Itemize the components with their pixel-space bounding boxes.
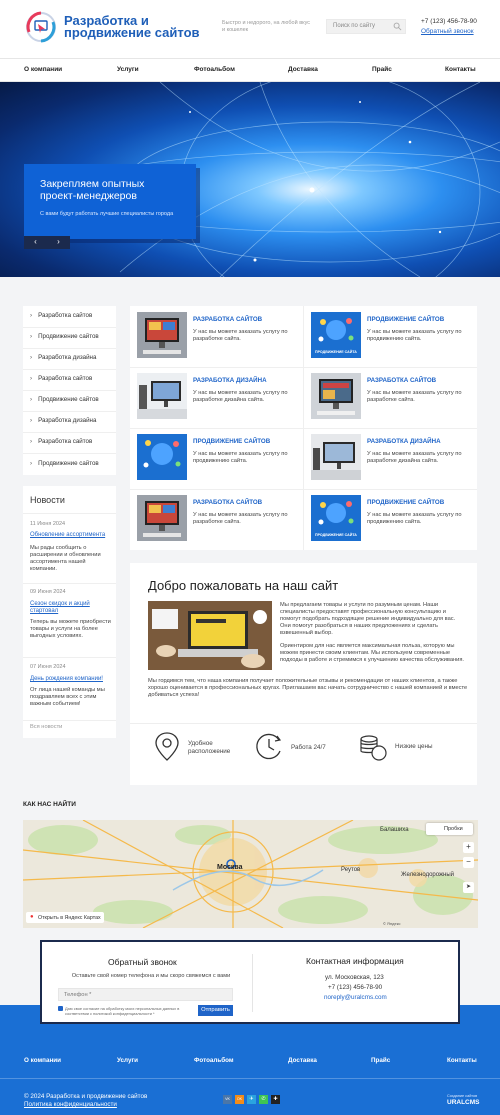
nav-about[interactable]: О компании xyxy=(24,66,63,73)
service-card[interactable] xyxy=(130,428,303,489)
footer-nav-photoalbum[interactable]: Фотоальбом xyxy=(194,1057,234,1064)
site-title[interactable]: Разработка и продвижение сайтов xyxy=(64,13,200,40)
service-card[interactable] xyxy=(304,428,477,489)
service-title[interactable]: ПРОДВИЖЕНИЕ САЙТОВ xyxy=(367,316,445,323)
phone-input[interactable]: Телефон * xyxy=(58,988,233,1001)
feature-label: Низкие цены xyxy=(395,743,433,750)
contact-email[interactable]: noreply@uralcms.com xyxy=(324,994,387,1001)
contact-box xyxy=(40,940,460,1024)
service-title[interactable]: РАЗРАБОТКА ДИЗАЙНА xyxy=(367,438,441,445)
chevron-right-icon: › xyxy=(30,460,33,467)
service-text: У нас вы можете заказать услугу по разработке сайта. xyxy=(193,329,288,342)
hero-title: Закрепляем опытных проект-менеджеров xyxy=(40,178,145,202)
hero-subtitle: С вами будут работать лучшие специалисты города xyxy=(40,211,174,217)
feature-label: Удобное расположение xyxy=(188,740,231,755)
zoom-out-button[interactable]: − xyxy=(463,857,474,868)
header-phone[interactable]: +7 (123) 456-78-90 xyxy=(421,18,477,25)
service-text: У нас вы можете заказать услугу по разработке сайта. xyxy=(193,512,288,525)
open-yandex-maps-button[interactable]: ● Открыть в Яндекс Картах xyxy=(26,912,104,923)
welcome-paragraph: Мы гордимся тем, что наша компания получает положительные отзывы и рекомендации от наших клиентов, а также хорошо оценивается в профессиональных кругах. Приглашаем вас начать сотрудничество с нашей компанией и вместе добиваться успеха! xyxy=(148,678,468,698)
nav-services[interactable]: Услуги xyxy=(117,66,139,73)
service-card[interactable] xyxy=(304,367,477,428)
workspace-image xyxy=(148,601,272,670)
monitor-thumbnail xyxy=(137,312,187,358)
site-header xyxy=(0,0,500,58)
sidebar-item[interactable]: › Разработка сайтов xyxy=(30,312,93,319)
monitor-thumbnail xyxy=(137,495,187,541)
map-pin-icon: ● xyxy=(30,914,34,920)
nav-delivery[interactable]: Доставка xyxy=(288,66,318,73)
footer-nav-contacts[interactable]: Контакты xyxy=(447,1057,477,1064)
geolocation-icon[interactable]: ➤ xyxy=(463,882,474,893)
sidebar-item[interactable]: › Разработка дизайна xyxy=(30,354,97,361)
news-text: Теперь вы можете приобрести товары и услуги на более выгодных условиях. xyxy=(30,619,111,639)
footer-nav-about[interactable]: О компании xyxy=(24,1057,61,1064)
news-block xyxy=(23,486,116,738)
news-date: 11 Июня 2024 xyxy=(30,521,66,527)
service-text: У нас вы можете заказать услугу по продвижению сайта. xyxy=(367,329,462,342)
contact-phone[interactable]: +7 (123) 456-78-90 xyxy=(328,984,383,991)
coins-icon xyxy=(357,731,389,763)
callback-form-title: Обратный звонок xyxy=(108,957,177,967)
nav-price[interactable]: Прайс xyxy=(372,66,392,73)
search-input[interactable]: Поиск по сайту xyxy=(326,19,406,34)
all-news-link[interactable]: Вся новости xyxy=(30,724,63,730)
sidebar-item[interactable]: › Разработка сайтов xyxy=(30,438,93,445)
logo-icon[interactable] xyxy=(24,10,58,44)
service-card[interactable] xyxy=(304,306,477,367)
service-text: У нас вы можете заказать услугу по продвижению сайта. xyxy=(367,512,462,525)
whatsapp-icon[interactable]: ✆ xyxy=(259,1095,268,1104)
promo-thumbnail xyxy=(137,434,187,480)
services-grid xyxy=(130,306,477,550)
uralcms-logo[interactable]: URALCMS xyxy=(447,1099,480,1106)
hero-prev-button[interactable]: ‹ xyxy=(24,236,47,249)
service-title[interactable]: РАЗРАБОТКА САЙТОВ xyxy=(193,499,263,506)
ok-icon[interactable]: OK xyxy=(235,1095,244,1104)
news-date: 09 Июня 2024 xyxy=(30,589,66,595)
welcome-title: Добро пожаловать на наш сайт xyxy=(148,578,339,593)
service-card[interactable] xyxy=(304,489,477,550)
welcome-paragraph: Ориентиром для нас является максимальная польза, которую мы можем принести своим клиентам. Мы используем современные подходы в работе и стремимся к улучшению качества обслуживания. xyxy=(280,643,465,663)
footer-nav-price[interactable]: Прайс xyxy=(371,1057,391,1064)
telegram-icon[interactable]: ✈ xyxy=(247,1095,256,1104)
news-title-link[interactable]: Обновление ассортимента xyxy=(30,532,106,538)
more-social-icon[interactable]: ✚ xyxy=(271,1095,280,1104)
news-text: Мы рады сообщить о расширении и обновлении ассортимента нашей компании. xyxy=(30,545,101,572)
chevron-right-icon: › xyxy=(30,354,33,361)
callback-form-subtitle: Оставьте свой номер телефона и мы скоро свяжемся с вами xyxy=(71,973,231,979)
service-title[interactable]: РАЗРАБОТКА САЙТОВ xyxy=(193,316,263,323)
sidebar-menu xyxy=(23,306,116,475)
service-text: У нас вы можете заказать услугу по разработке дизайна сайта. xyxy=(367,451,462,464)
yandex-map[interactable] xyxy=(23,820,478,928)
map-heading: КАК НАС НАЙТИ xyxy=(23,801,76,808)
news-title-link[interactable]: Сезон скидок и акций стартовал xyxy=(30,601,90,614)
news-title-link[interactable]: День рождения компании! xyxy=(30,676,103,682)
monitor-thumbnail xyxy=(311,373,361,419)
made-by-label: Создание сайтов xyxy=(447,1094,478,1098)
desk-thumbnail xyxy=(137,373,187,419)
service-text: У нас вы можете заказать услугу по продвижению сайта. xyxy=(193,451,288,464)
map-place-label: Железнодорожный xyxy=(401,872,455,878)
news-text: От лица нашей команды мы поздравляем всех с этим важным событием! xyxy=(30,687,105,707)
copyright: © 2024 Разработка и продвижение сайтов xyxy=(24,1093,148,1100)
sidebar-item[interactable]: › Разработка дизайна xyxy=(30,417,97,424)
zoom-in-button[interactable]: + xyxy=(463,842,474,853)
footer-nav-services[interactable]: Услуги xyxy=(117,1057,138,1064)
sidebar-item[interactable]: › Продвижение сайтов xyxy=(30,333,99,340)
traffic-button[interactable]: Пробки xyxy=(426,823,473,835)
service-title[interactable]: РАЗРАБОТКА ДИЗАЙНА xyxy=(193,377,267,384)
promo-thumbnail-label: ПРОДВИЖЕНИЕ САЙТА xyxy=(315,350,357,354)
service-title[interactable]: ПРОДВИЖЕНИЕ САЙТОВ xyxy=(367,499,445,506)
chevron-right-icon: › xyxy=(30,375,33,382)
sidebar-item[interactable]: › Продвижение сайтов xyxy=(30,396,99,403)
privacy-policy-link[interactable]: Политика конфиденциальности xyxy=(24,1101,117,1108)
promo-thumbnail-label: ПРОДВИЖЕНИЕ САЙТА xyxy=(315,533,357,537)
site-slogan: Быстро и недорого, на любой вкус и кошелек xyxy=(222,20,311,33)
vk-icon[interactable]: VK xyxy=(223,1095,232,1104)
service-card[interactable] xyxy=(130,306,303,367)
news-heading: Новости xyxy=(30,495,65,505)
search-icon[interactable] xyxy=(393,22,402,31)
contact-address: ул. Московская, 123 xyxy=(325,974,384,981)
map-place-label: Реутов xyxy=(341,867,361,873)
chevron-right-icon: › xyxy=(30,438,33,445)
chevron-right-icon: › xyxy=(30,396,33,403)
welcome-paragraph: Мы предлагаем товары и услуги по разумным ценам. Наши специалисты предоставят профессиональную консультацию и помогут подобрать подходящее решение индивидуально для вас. Они помогут разобраться в наших предложениях и сделать взвешенный выбор. xyxy=(280,602,456,636)
news-date: 07 Июня 2024 xyxy=(30,664,66,670)
contact-info-title: Контактная информация xyxy=(306,956,404,966)
callback-link[interactable]: Обратный звонок xyxy=(421,28,474,35)
service-title[interactable]: ПРОДВИЖЕНИЕ САЙТОВ xyxy=(193,438,271,445)
service-text: У нас вы можете заказать услугу по разработке дизайна сайта. xyxy=(193,390,288,403)
location-pin-icon xyxy=(152,731,182,763)
clock-24-icon xyxy=(253,731,285,763)
main-nav xyxy=(0,58,500,82)
map-place-label: Балашиха xyxy=(380,827,409,833)
sidebar-item[interactable]: › Разработка сайтов xyxy=(30,375,93,382)
sidebar-item[interactable]: › Продвижение сайтов xyxy=(30,460,99,467)
desk-thumbnail xyxy=(311,434,361,480)
service-text: У нас вы можете заказать услугу по разработке сайта. xyxy=(367,390,462,403)
service-card[interactable] xyxy=(130,489,303,550)
footer-nav-delivery[interactable]: Доставка xyxy=(288,1057,317,1064)
consent-checkbox[interactable] xyxy=(58,1006,63,1011)
chevron-right-icon: › xyxy=(30,312,33,319)
hero-next-button[interactable]: › xyxy=(47,236,70,249)
feature-label: Работа 24/7 xyxy=(291,744,326,751)
submit-button[interactable]: Отправить xyxy=(198,1005,233,1016)
chevron-right-icon: › xyxy=(30,417,33,424)
chevron-right-icon: › xyxy=(30,333,33,340)
nav-photoalbum[interactable]: Фотоальбом xyxy=(194,66,235,73)
service-title[interactable]: РАЗРАБОТКА САЙТОВ xyxy=(367,377,437,384)
service-card[interactable] xyxy=(130,367,303,428)
nav-contacts[interactable]: Контакты xyxy=(445,66,476,73)
map-city-label: Москва xyxy=(217,864,243,871)
consent-text: Даю свое согласие на обработку моих персональных данных в соответствии с политикой конфиденциальности * xyxy=(65,1006,180,1016)
map-attribution: © Яндекс xyxy=(383,921,401,926)
